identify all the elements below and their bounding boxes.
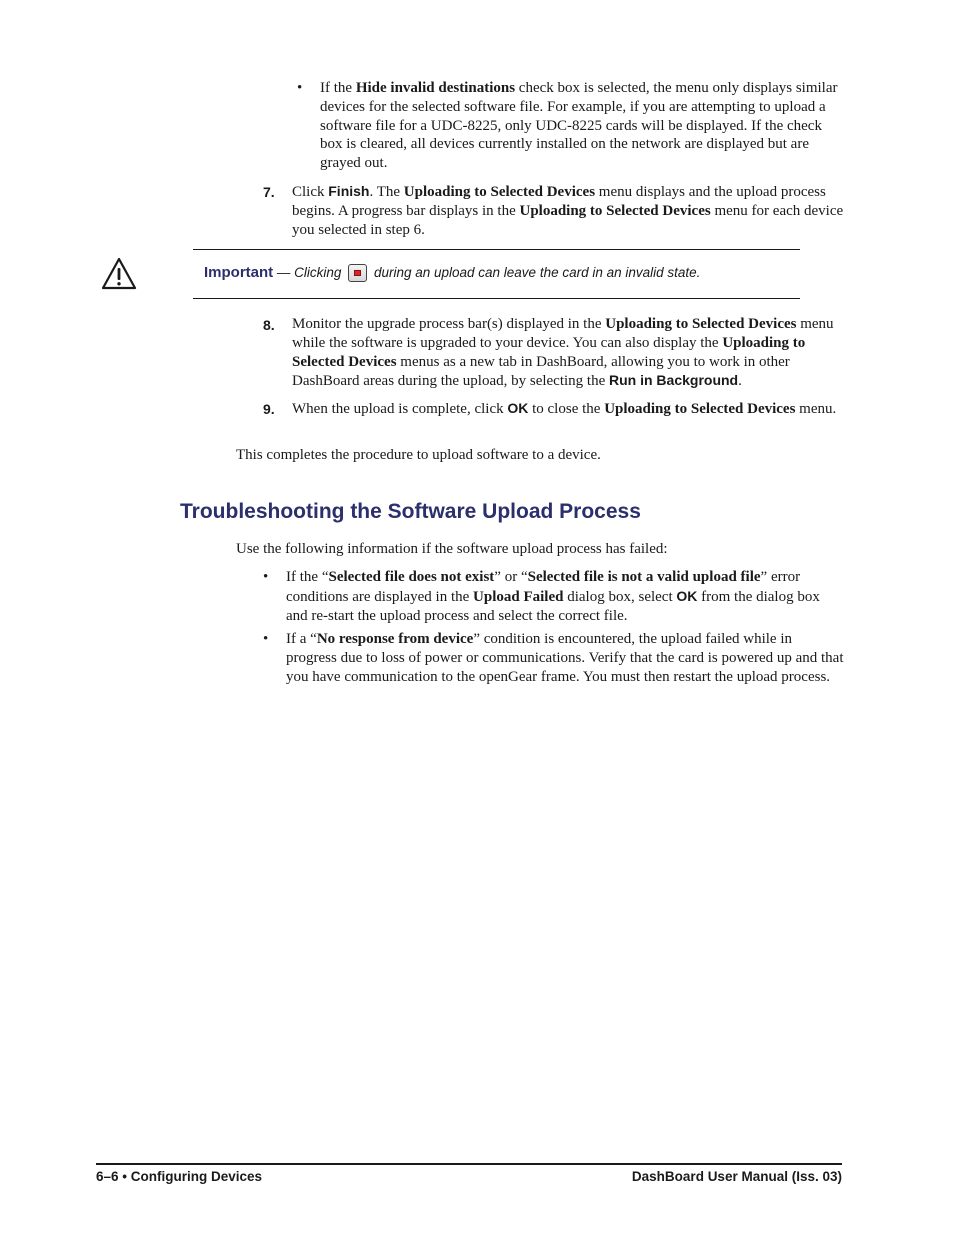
text: If the	[320, 80, 356, 96]
bold-term: Selected file does not exist	[328, 569, 495, 585]
bullet-marker: •	[297, 80, 303, 96]
bold-term: Uploading to Selected Devices	[292, 334, 806, 370]
text: menu displays and the upload process begins. A progress bar displays in the	[292, 184, 826, 219]
text: check box is selected, the menu only displays similar devices for the selected software file. For example, if you are attempting to upload a software file for a UDC-8225, only UDC-8225 cards will be displayed. If the check box is cleared, all devices currently installed on the network are displayed but are grayed out.	[320, 80, 838, 172]
bold-term: Uploading to Selected Devices	[403, 184, 596, 200]
footer-rule	[96, 1163, 842, 1165]
text: — Clicking	[273, 265, 346, 280]
text: menu while the software is upgraded to your device. You can also display the	[292, 316, 834, 351]
ui-label: OK	[676, 587, 698, 604]
hide-invalid-destinations-paragraph	[320, 79, 844, 173]
text: to close the	[528, 401, 605, 417]
bold-term: Selected file is not a valid upload file	[527, 569, 761, 585]
warning-triangle-icon	[101, 257, 137, 290]
text: When the upload is complete, click	[292, 401, 508, 417]
text: ” condition is encountered, the upload failed while in progress due to loss of power or communications. Verify that the card is powered up and that you have communication to the openGear frame. You must then restart the upload process.	[286, 631, 844, 685]
footer-left: 6–6 • Configuring Devices	[96, 1169, 263, 1184]
text: menu.	[795, 401, 837, 417]
text: . The	[369, 184, 404, 200]
footer-right: DashBoard User Manual (Iss. 03)	[631, 1169, 842, 1184]
intro-text: Use the following information if the software upload process has failed:	[236, 541, 668, 557]
text: from the dialog box and re-start the upload process and select the correct file.	[286, 588, 820, 624]
trouble-item-no-response	[286, 630, 844, 686]
section-heading: Troubleshooting the Software Upload Process	[180, 500, 641, 523]
bold-term: No response from device	[316, 631, 474, 647]
important-top-rule	[193, 249, 800, 250]
important-bottom-rule	[193, 298, 800, 299]
step-9-paragraph	[292, 399, 844, 419]
text: dialog box, select	[563, 588, 677, 605]
bold-term: Uploading to Selected Devices	[519, 202, 711, 219]
important-title: Important	[204, 264, 274, 281]
text: .	[738, 373, 742, 390]
bold-term: Uploading to Selected Devices	[604, 401, 796, 417]
bullet-marker: •	[263, 569, 269, 585]
text: Click	[292, 184, 329, 200]
step-number: 9.	[263, 401, 275, 417]
text: menus as a new tab in DashBoard, allowing you to work in other DashBoard areas during the upload, by selecting the	[292, 353, 790, 390]
text: ” or “	[494, 569, 528, 585]
text: If the “	[286, 569, 329, 585]
trouble-item-invalid-file	[286, 568, 844, 625]
ui-label: Run in Background	[609, 372, 739, 389]
step-7-paragraph	[292, 182, 844, 239]
step-number: 8.	[263, 317, 275, 333]
step-number: 7.	[263, 184, 275, 200]
bold-term: Upload Failed	[473, 588, 564, 605]
text: during an upload can leave the card in an invalid state.	[370, 265, 701, 280]
bold-term: Uploading to Selected Devices	[605, 316, 797, 332]
ui-label: OK	[507, 400, 529, 416]
stop-button-icon	[348, 264, 367, 282]
bullet-marker: •	[263, 631, 269, 647]
important-note	[204, 264, 804, 282]
text: ” error conditions are displayed in the	[286, 569, 801, 605]
bold-term: Hide invalid destinations	[355, 80, 516, 96]
text: Monitor the upgrade process bar(s) displayed in the	[292, 316, 606, 332]
text: menu for each device you selected in step 6.	[292, 202, 844, 238]
completion-text: This completes the procedure to upload software to a device.	[236, 447, 601, 463]
text: If a “	[286, 631, 317, 647]
ui-label: Finish	[328, 183, 370, 199]
step-8-paragraph	[292, 315, 844, 391]
